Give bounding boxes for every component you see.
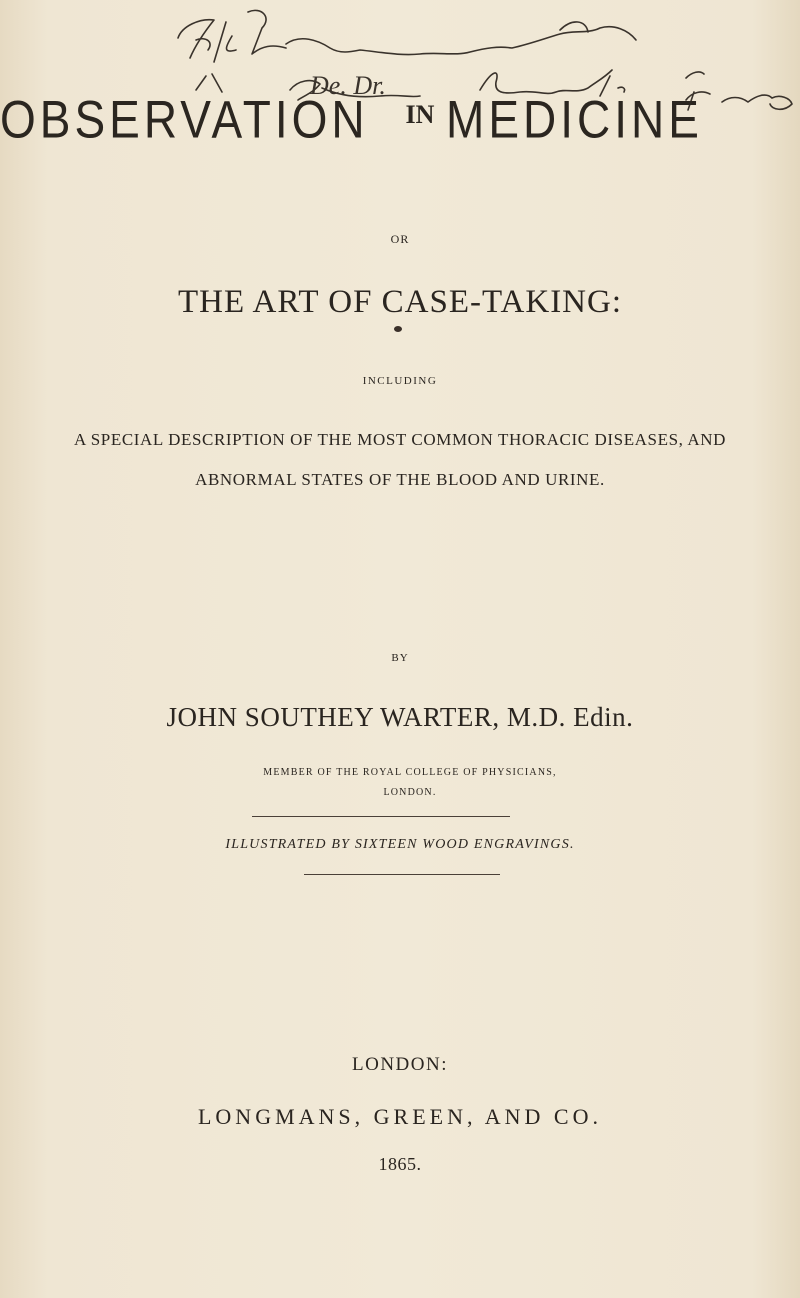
ornament-dot [394,326,402,332]
subtitle: THE ART OF CASE-TAKING: [177,284,623,320]
or-connector: OR [390,232,410,246]
imprint-city: LONDON: [352,1054,448,1075]
including-label: INCLUDING [362,375,438,387]
divider-top [252,816,510,817]
illustrations-note: ILLUSTRATED BY SIXTEEN WOOD ENGRAVINGS. [225,837,575,852]
affiliation-line-2: LONDON. [383,787,437,798]
divider-bottom [304,874,500,875]
imprint-year: 1865. [378,1154,422,1174]
imprint-publisher: LONGMANS, GREEN, AND CO. [197,1104,602,1129]
affiliation-line-1: MEMBER OF THE ROYAL COLLEGE OF PHYSICIANS, [263,767,557,778]
title-in-monogram: IN [405,100,435,129]
author-name: JOHN SOUTHEY WARTER, M.D. Edin. [166,702,634,732]
svg-text:De. Dr.: De. Dr. [310,71,386,100]
by-label: BY [391,652,409,664]
description: A SPECIAL DESCRIPTION OF THE MOST COMMON THORACIC DISEASES, AND ABNORMAL STATES OF THE BLOOD AND URINE. [73,430,727,489]
author-affiliation [150,763,670,803]
title-observation: OBSERVATION [0,89,369,149]
title-medicine: MEDICINE [446,89,703,149]
